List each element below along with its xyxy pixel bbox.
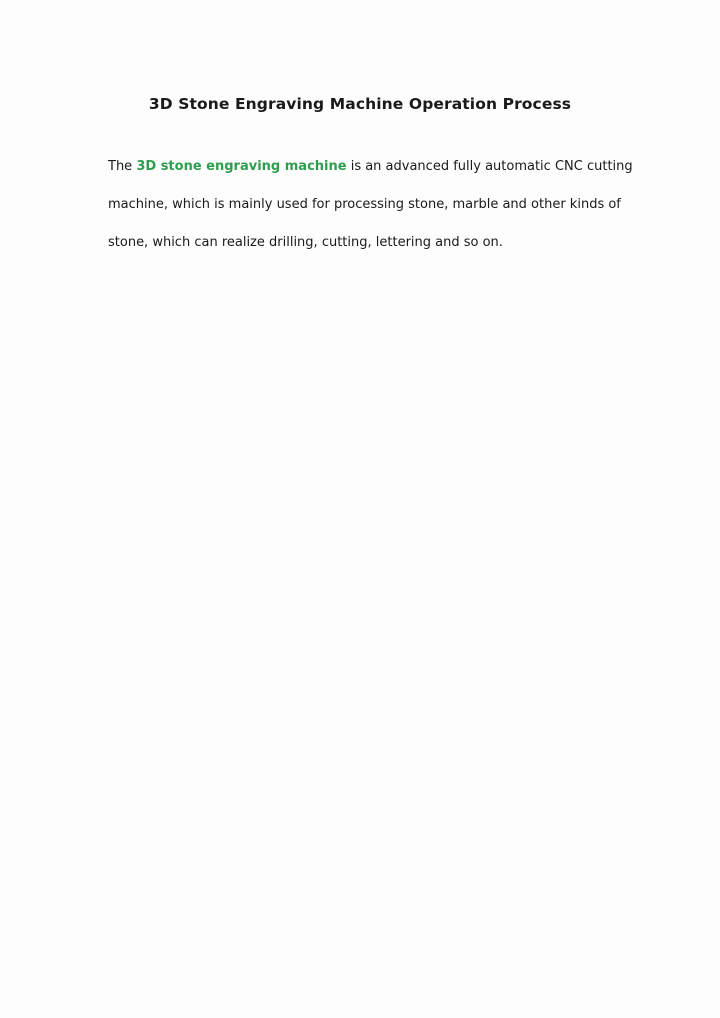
paragraph-line-2: machine, which is mainly used for processing stone, marble and other kinds of (108, 197, 621, 212)
page-title: 3D Stone Engraving Machine Operation Process (148, 95, 572, 113)
paragraph-line-3: stone, which can realize drilling, cutting, lettering and so on. (108, 235, 503, 250)
intro-paragraph (108, 148, 633, 262)
paragraph-lead: The (108, 159, 133, 174)
paragraph-line-1 (108, 148, 633, 186)
stone-engraving-machine-link[interactable]: 3D stone engraving machine (136, 159, 347, 174)
paragraph-line-1-rest: is an advanced fully automatic CNC cutting (350, 159, 633, 174)
